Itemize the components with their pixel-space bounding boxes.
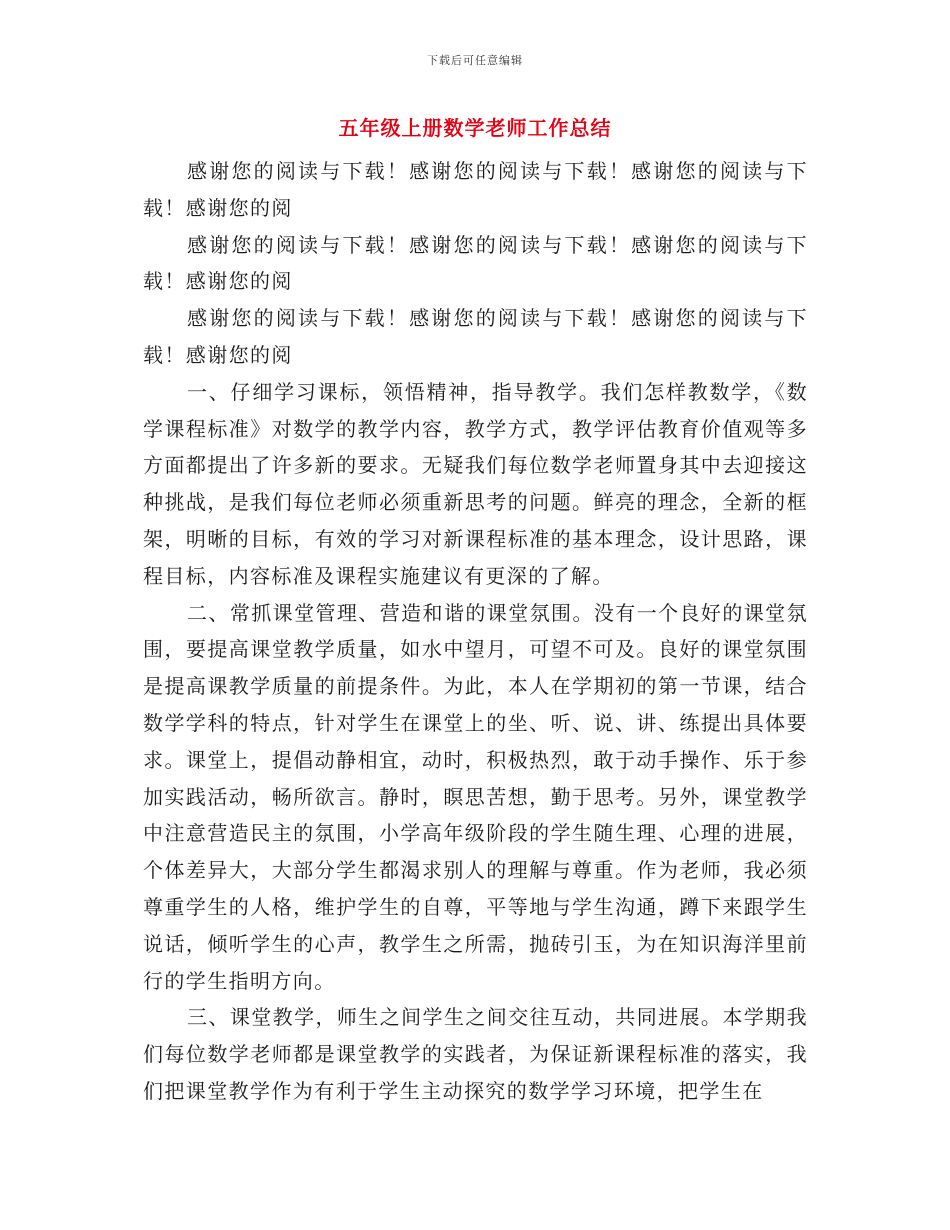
document-title: 五年级上册数学老师工作总结 xyxy=(338,116,612,140)
paragraph: 感谢您的阅读与下载！感谢您的阅读与下载！感谢您的阅读与下载！感谢您的阅 xyxy=(143,159,808,220)
paragraph: 感谢您的阅读与下载！感谢您的阅读与下载！感谢您的阅读与下载！感谢您的阅 xyxy=(143,232,808,294)
paragraph: 感谢您的阅读与下载！感谢您的阅读与下载！感谢您的阅读与下载！感谢您的阅 xyxy=(143,306,808,367)
paragraph: 一、仔细学习课标，领悟精神，指导教学。我们怎样教数学，《数学课程标准》对数学的教学内容，教学方式，教学评估教育价值观等多方面都提出了许多新的要求。无疑我们每位数学老师置身其中去迎接这种挑战，是我们每位老师必须重新思考的问题。鲜亮的理念，全新的框架，明晰的目标，有效的学习对新课程标准的基本理念，设计思路，课程目标，内容标准及课程实施建议有更深的了解。 xyxy=(143,379,808,588)
paragraph: 三、课堂教学，师生之间学生之间交往互动，共同进展。本学期我们每位数学老师都是课堂教学的实践者，为保证新课程标准的落实，我们把课堂教学作为有利于学生主动探究的数学学习环境，把学生在 xyxy=(143,1005,808,1103)
paragraph: 二、常抓课堂管理、营造和谐的课堂氛围。没有一个良好的课堂氛围，要提高课堂教学质量，如水中望月，可望不可及。良好的课堂氛围是提高课教学质量的前提条件。为此，本人在学期初的第一节课，结合数学学科的特点，针对学生在课堂上的坐、听、说、讲、练提出具体要求。课堂上，提倡动静相宜，动时，积极热烈，敢于动手操作、乐于参加实践活动，畅所欲言。静时，瞑思苦想，勤于思考。另外，课堂教学中注意营造民主的氛围，小学高年级阶段的学生随生理、心理的进展，个体差异大，大部分学生都渴求别人的理解与尊重。作为老师，我必须尊重学生的人格，维护学生的自尊，平等地与学生沟通，蹲下来跟学生说话，倾听学生的心声，教学生之所需，抛砖引玉，为在知识海洋里前行的学生指明方向。 xyxy=(143,600,808,993)
page-header-note: 下载后可任意编辑 xyxy=(427,54,523,67)
document-body xyxy=(143,153,808,1110)
